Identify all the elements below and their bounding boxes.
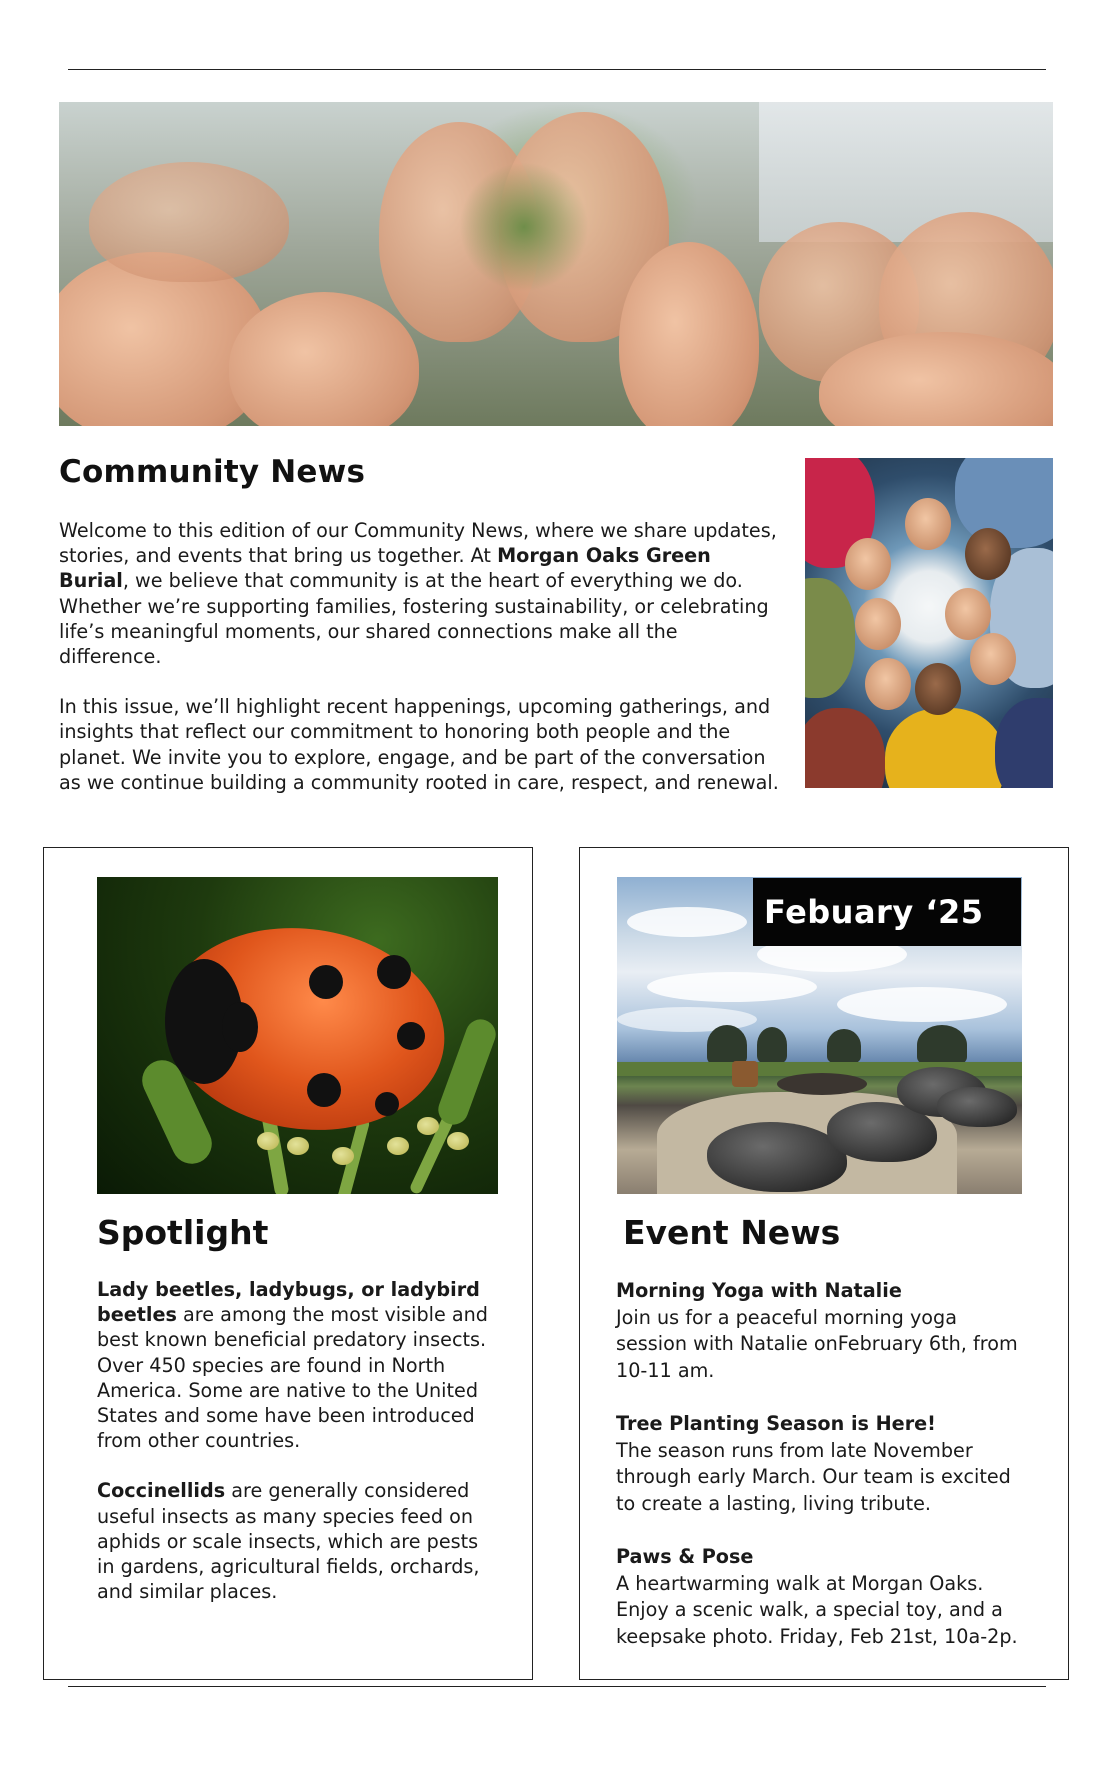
community-news-title: Community News <box>59 454 366 490</box>
month-badge: Febuary ‘25 <box>753 878 1021 946</box>
spotlight-paragraph-2: Coccinellids are generally considered useful insects as many species feed on aphids or scale insects, which are pests in gardens, agricultural fields, orchards, and similar places. <box>97 1479 480 1604</box>
event-name: Tree Planting Season is Here! <box>616 1412 936 1435</box>
event-name: Morning Yoga with Natalie <box>616 1279 902 1302</box>
community-news-paragraph-1: Welcome to this edition of our Community News, where we share updates, stories, and events that bring us together. At Morgan Oaks Green Burial, we believe that community is at the heart of everything we do. Whether we’re supporting families, fostering sustainability, or celebrating life’s meaningful moments, our shared connections make all the difference. <box>59 519 777 669</box>
event-item <box>616 1544 1026 1650</box>
hero-hands-heart-image <box>59 102 1053 426</box>
community-news-body <box>59 518 779 820</box>
event-description: Join us for a peaceful morning yoga session with Natalie onFebruary 6th, from 10-11 am. <box>616 1305 1018 1382</box>
ladybug-photo <box>97 877 498 1194</box>
event-name: Paws & Pose <box>616 1545 754 1568</box>
event-description: A heartwarming walk at Morgan Oaks. Enjoy a scenic walk, a special toy, and a keepsake photo. Friday, Feb 21st, 10a-2p. <box>616 1571 1018 1648</box>
event-news-title: Event News <box>623 1213 841 1252</box>
spotlight-paragraph-1: Lady beetles, ladybugs, or ladybird beetles are among the most visible and best known beneficial predatory insects. Over 450 species are found in North America. Some are native to the United States and some have been introduced from other countries. <box>97 1278 488 1453</box>
event-description: The season runs from late November through early March. Our team is excited to create a lasting, living tribute. <box>616 1438 1011 1515</box>
spotlight-title: Spotlight <box>97 1213 269 1252</box>
community-news-paragraph-2: In this issue, we’ll highlight recent happenings, upcoming gatherings, and insights that reflect our commitment to honoring both people and the planet. We invite you to explore, engage, and be part of the conversation as we continue building a community rooted in care, respect, and renewal. <box>59 695 779 794</box>
event-item <box>616 1411 1026 1517</box>
event-item <box>616 1278 1026 1384</box>
top-divider <box>68 69 1046 70</box>
event-list <box>616 1278 1026 1677</box>
group-huddle-photo <box>805 458 1053 788</box>
bottom-divider <box>68 1686 1046 1687</box>
spotlight-body <box>97 1277 497 1629</box>
